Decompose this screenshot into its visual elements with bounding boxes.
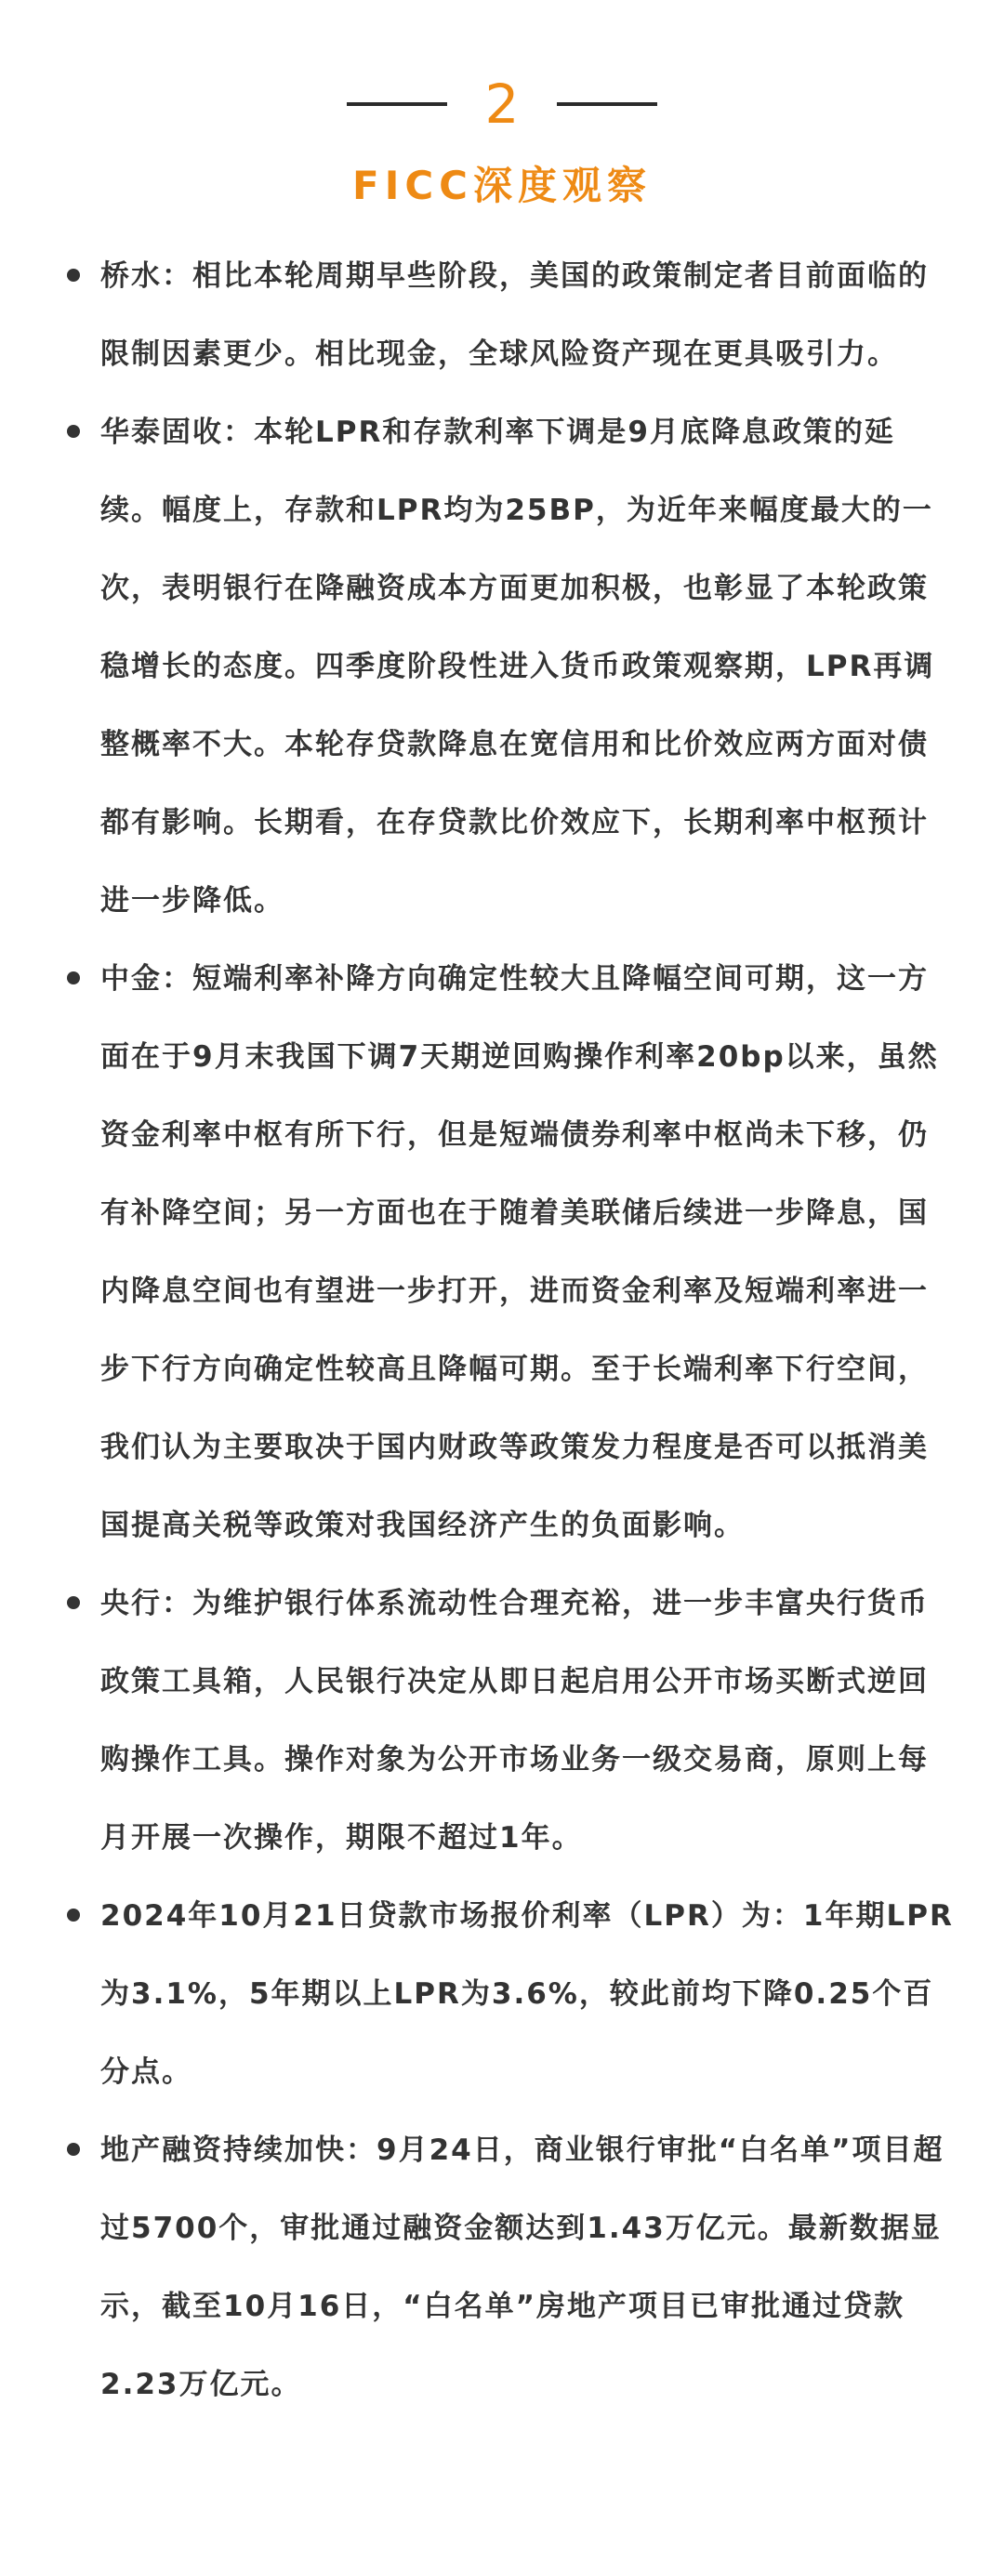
list-item bbox=[0, 393, 1004, 940]
bullet-dot-icon bbox=[67, 1909, 80, 1922]
bullet-dot-icon bbox=[67, 269, 80, 282]
list-item-text: 央行：为维护银行体系流动性合理充裕，进一步丰富央行货币政策工具箱，人民银行决定从即日起启用公开市场买断式逆回购操作工具。操作对象为公开市场业务一级交易商，原则上每月开展一次操作，期限不超过1年。 bbox=[100, 1587, 929, 1855]
section-number-row bbox=[0, 67, 1004, 141]
bullet-dot-icon bbox=[67, 971, 80, 984]
content-area bbox=[0, 237, 1004, 2424]
list-item-text: 华泰固收：本轮LPR和存款利率下调是9月底降息政策的延续。幅度上，存款和LPR均为25BP，为近年来幅度最大的一次，表明银行在降融资成本方面更加积极，也彰显了本轮政策稳增长的态度。四季度阶段性进入货币政策观察期，LPR再调整概率不大。本轮存贷款降息在宽信用和比价效应两方面对债都有影响。长期看，在存贷款比价效应下，长期利率中枢预计进一步降低。 bbox=[100, 416, 935, 918]
section-header bbox=[0, 0, 1004, 242]
list-item-text: 2024年10月21日贷款市场报价利率（LPR）为：1年期LPR为3.1%，5年期以上LPR为3.6%，较此前均下降0.25个百分点。 bbox=[100, 1899, 954, 2089]
left-divider bbox=[347, 102, 447, 106]
list-item-text: 地产融资持续加快：9月24日，商业银行审批“白名单”项目超过5700个，审批通过融资金额达到1.43万亿元。最新数据显示，截至10月16日，“白名单”房地产项目已审批通过贷款2.23万亿元。 bbox=[100, 2133, 945, 2401]
section-title: FICC深度观察 bbox=[352, 163, 652, 208]
bullet-dot-icon bbox=[67, 425, 80, 438]
list-item-text: 桥水：相比本轮周期早些阶段，美国的政策制定者目前面临的限制因素更少。相比现金，全球风险资产现在更具吸引力。 bbox=[100, 259, 929, 371]
section-number: 2 bbox=[484, 73, 520, 136]
list-item bbox=[0, 237, 1004, 393]
bullet-dot-icon bbox=[67, 1596, 80, 1609]
list-item bbox=[0, 2111, 1004, 2424]
bullet-list bbox=[0, 237, 1004, 2424]
list-item-text: 中金：短端利率补降方向确定性较大且降幅空间可期，这一方面在于9月末我国下调7天期逆回购操作利率20bp以来，虽然资金利率中枢有所下行，但是短端债券利率中枢尚未下移，仍有补降空间；另一方面也在于随着美联储后续进一步降息，国内降息空间也有望进一步打开，进而资金利率及短端利率进一步下行方向确定性较高且降幅可期。至于长端利率下行空间，我们认为主要取决于国内财政等政策发力程度是否可以抵消美国提高关税等政策对我国经济产生的负面影响。 bbox=[100, 962, 939, 1542]
list-item bbox=[0, 1877, 1004, 2111]
bullet-dot-icon bbox=[67, 2143, 80, 2156]
right-divider bbox=[557, 102, 657, 106]
list-item bbox=[0, 940, 1004, 1565]
list-item bbox=[0, 1565, 1004, 1877]
